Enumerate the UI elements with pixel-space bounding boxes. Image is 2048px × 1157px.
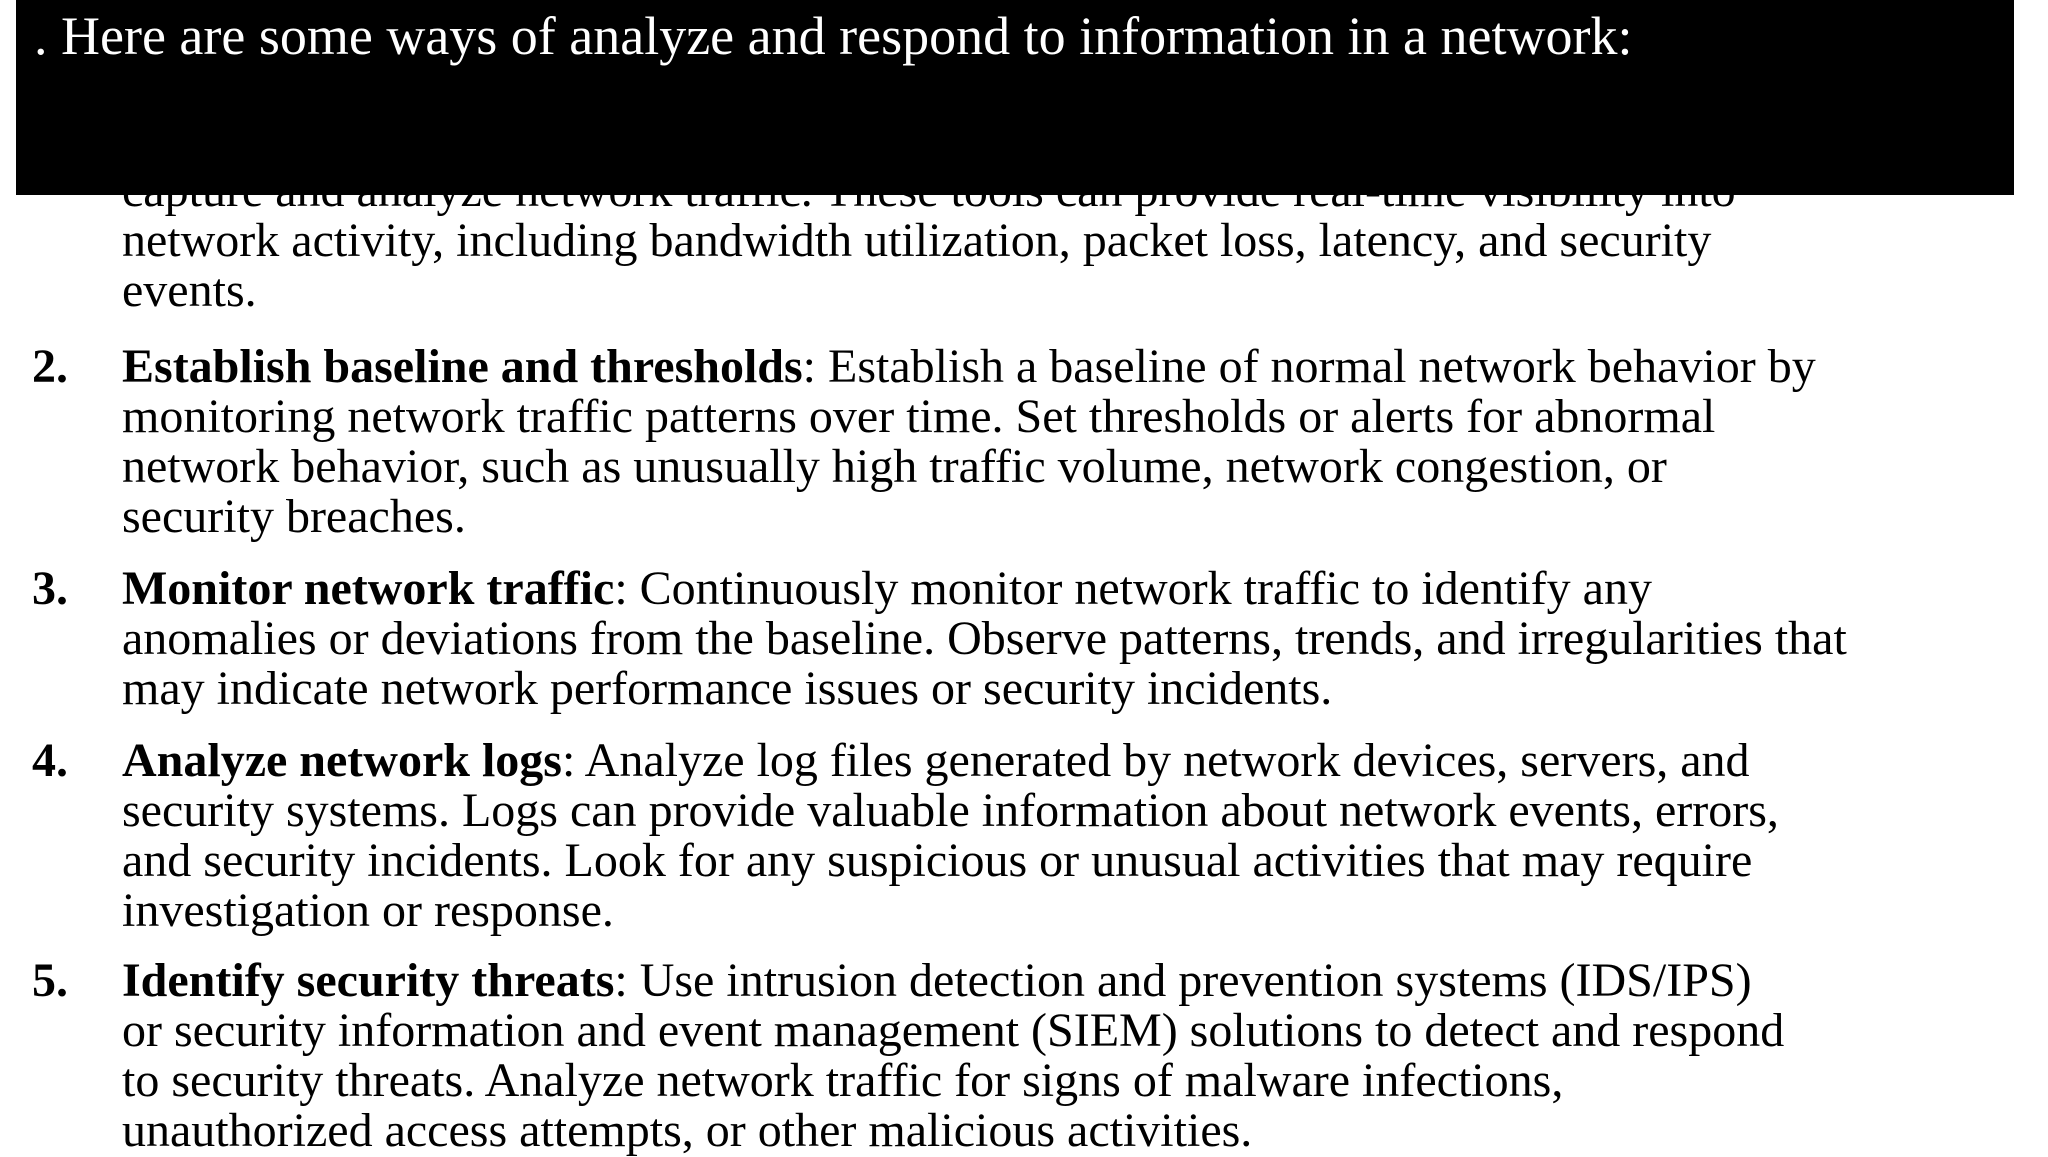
- list-item-first-line-text: : Analyze log files generated by network devices, servers, and: [561, 734, 1750, 787]
- list-item-line: security breaches.: [122, 490, 466, 543]
- list-item-line: unauthorized access attempts, or other malicious activities.: [122, 1104, 1253, 1157]
- list-item-line: to security threats. Analyze network traffic for signs of malware infections,: [122, 1054, 1564, 1107]
- list-item-line: or security information and event management (SIEM) solutions to detect and respond: [122, 1004, 1785, 1057]
- list-item-title: Establish baseline and thresholds: [122, 340, 803, 393]
- list-item-body: [122, 342, 2022, 542]
- list-item-body: [122, 956, 2022, 1156]
- list-item-first-line: [122, 736, 2022, 786]
- list-item-first-line: [122, 956, 2022, 1006]
- list-item-line: may indicate network performance issues or security incidents.: [122, 662, 1333, 715]
- list-item-first-line-text: : Establish a baseline of normal network behavior by: [802, 340, 1816, 393]
- list-item-line: and security incidents. Look for any suspicious or unusual activities that may require: [122, 834, 1753, 887]
- list-item-number: 4.: [32, 734, 68, 787]
- item-1-line-3: events.: [122, 264, 257, 317]
- list-item-line: anomalies or deviations from the baseline. Observe patterns, trends, and irregularities that: [122, 612, 1847, 665]
- list-item-body: [122, 564, 2022, 714]
- list-item-first-line-text: : Use intrusion detection and prevention systems (IDS/IPS): [614, 954, 1752, 1007]
- item-1-line-2: network activity, including bandwidth utilization, packet loss, latency, and security: [122, 214, 1712, 267]
- list-item-line: investigation or response.: [122, 884, 614, 937]
- list-item-number: 2.: [32, 340, 68, 393]
- list-item-number: 5.: [32, 954, 68, 1007]
- list-item-first-line: [122, 564, 2022, 614]
- list-item-first-line-text: : Continuously monitor network traffic to identify any: [614, 562, 1652, 615]
- caption-banner: [16, 0, 2014, 195]
- list-item-title: Identify security threats: [122, 954, 615, 1007]
- list-item-first-line: [122, 342, 2022, 392]
- list-item-line: security systems. Logs can provide valuable information about network events, errors,: [122, 784, 1779, 837]
- list-item-number: 3.: [32, 562, 68, 615]
- list-item-line: monitoring network traffic patterns over time. Set thresholds or alerts for abnormal: [122, 390, 1716, 443]
- list-item-body: [122, 736, 2022, 936]
- list-item-line: network behavior, such as unusually high traffic volume, network congestion, or: [122, 440, 1667, 493]
- list-item-title: Analyze network logs: [122, 734, 562, 787]
- list-item-title: Monitor network traffic: [122, 562, 615, 615]
- banner-caption: . Here are some ways of analyze and respond to information in a network:: [34, 6, 1633, 66]
